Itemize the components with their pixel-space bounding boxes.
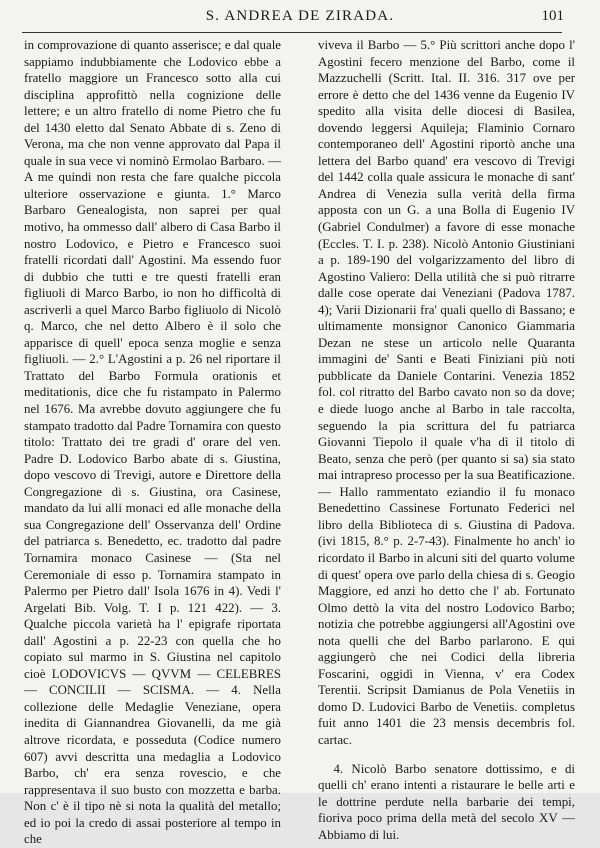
right-column-paragraph-2: 4. Nicolò Barbo senatore dottissimo, e di quelli ch' erano intenti a ristaurare le belle arti e le dottrine perdute nella barbarie dei tempi, fioriva poco prima della metà del secolo XV — Abbiamo di lui. (318, 761, 575, 842)
page-header (0, 6, 600, 34)
running-head: S. ANDREA DE ZIRADA. (205, 8, 395, 24)
left-column (24, 37, 281, 848)
right-column-text: viveva il Barbo — 5.° Più scrittori anche dopo l' Agostini fecero menzione del Barbo, come il Mazzuchelli (Scritt. Ital. II. 316. 317 ove per errore è detto che del 1436 venne da Eugenio IV spedito alla visita delle diocesi di Basilea, dovendo leggersi Aquileja; Flaminio Cornaro contemporaneo dell' Agostini riportò anche una lettera del Barbo quand' era vescovo di Trevigi del 1442 colla quale assicura le monache di sant' Andrea di Venezia sulla verità della firma apposta con un G. a una Bolla di Eugenio IV (Gabriel Condulmer) a favore di esse monache (Eccles. T. I. p. 238). Nicolò Antonio Giustiniani a p. 189-190 del volgarizzamento del libro di Agostino Valiero: Della utilità che si può ritrarre dalle cose operate dai Veneziani (Padova 1787. 4); Varii Dizionarii fra' quali quello di Bassano; e ultimamente monsignor Canonico Giammaria Dezan ne stese un articolo nelle Quaranta immagini de' Santi e Beati Finiziani più noti pubblicate da Daniele Contarini. Venezia 1852 fol. col ritratto del Barbo cavato non so da dove; e diede luogo anche al Barbo in tale raccolta, seguendo la pia scrittura del fu patriarca Giovanni Tiepolo il quale v'ha dì il titolo di Beato, senza che però (per quanto si sa) sia stato mai intrapreso processo per la sua Beatificazione. — Hallo rammentato eziandio il fu monaco Benedettino Cassinese Fortunato Federici nel libro della Biblioteca di s. Giustina di Padova. (ivi 1815, 8.° p. 2-7-43). Finalmente ho anch' io ricordato il Barbo in alcuni siti del quarto volume di quest' opera ove parlo della chiesa di s. Geogio Maggiore, ed anzi ho detto che l' ab. Fortunato Olmo dettò la vita del nostro Lodovico Barbo; notizia che potrebbe aggiungersi all'Agostini ove nota quelli che del Barbo parlarono. E qui aggiungerò che nei Codici della libreria Foscarini, oggidì in Vienna, v' era Codex Terentii. Scripsit Damianus de Pola Venetiis in domo D. Ludovici Barbo de Venetiis. completus fuit anno 1401 die 23 mensis decembris fol. cartac. (318, 38, 575, 747)
header-rule (22, 32, 562, 33)
page-number: 101 (541, 8, 564, 24)
right-column (318, 37, 575, 843)
left-column-text: in comprovazione di quanto asserisce; e dal quale sappiamo indubbiamente che Lodovico ebbe a fratello maggiore un Francesco sotto alla cui disciplina approfittò nella cognizione delle lettere; e un altro fratello di nome Pietro che fu del 1430 eletto dal Senato Abbate di s. Zeno di Verona, ma che non venne approvato dal Papa il quale in sua vece vi nominò Ermolao Barbaro. — A me quindi non resta che fare qualche piccola ulteriore osservazione e giunta. 1.° Marco Barbaro Genealogista, non saprei per qual motivo, ha ommesso dall' albero di Casa Barbo il nostro Lodovico, e Pietro e Francesco suoi fratelli ricordati dall' Agostini. Ma essendo fuor di dubbio che tutti e tre questi fratelli eran figliuoli di Marco Barbo, io non ho difficoltà di ascriverli a quel Marco Barbo figliuolo di Nicolò q. Marco, che nel detto Albero è il solo che apparisce di quell' epoca senza moglie e senza figliuoli. — 2.° L'Agostini a p. 26 nel riportare il Trattato del Barbo Formula orationis et meditationis, dice che fu ristampato in Palermo nel 1676. Ma avrebbe dovuto aggiungere che fu stampato tradotto dal Padre Tornamira con questo titolo: Trattato dei tre gradi d' orare del ven. Padre D. Lodovico Barbo abate di s. Giustina, dopo vescovo di Trevigi, autore e Direttore della Congregazione di s. Giustina, ora Casinese, mandato da lui alli monaci ed alle monache della sua Congregazione dell' Osservanza dell' Ordine del patriarca s. Benedetto, ec. tradotto dal padre Tornamira monaco Casinese — (Sta nel Ceremoniale di esso p. Tornamira stampato in Palermo per Pietro dall' Isola 1676 in 4). Vedi l' Argelati Bib. Volg. T. I p. 121 422). — 3. Qualche piccola varietà ha l' epigrafe riportata dall' Agostini a p. 22-23 con quella che ho copiato sul marmo in S. Giustina nel capitolo cioè LODOVICVS — QVVM — CELEBRES — CONCILII — SCISMA. — 4. Nella collezione delle Medaglie Veneziane, opera inedita di Giannandrea Giovanelli, da me già altrove ricordata, e posseduta (Codice numero 607) avvi descritta una medaglia a Lodovico Barbo, ch' era senza rovescio, e che rappresentava il suo busto con mozzetta e barba. Non c' è il tipo nè si nota la qualità del metallo; ed io poi la credo di assai posteriore al tempo in che (24, 38, 281, 847)
